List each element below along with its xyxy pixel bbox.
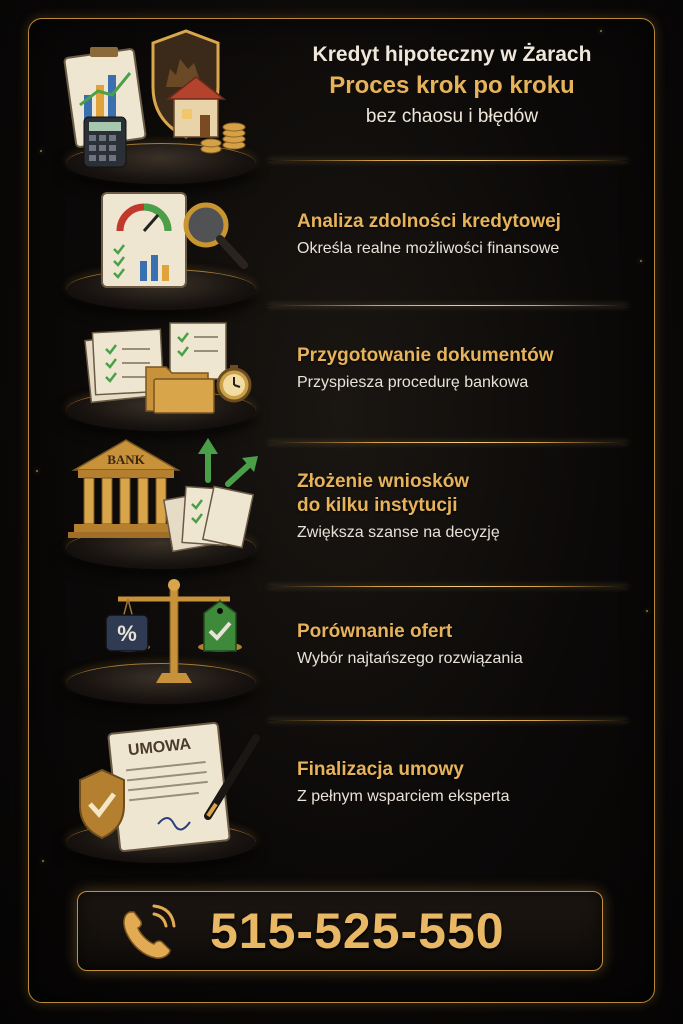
step-2-text — [297, 344, 647, 394]
step-3-illustration — [58, 430, 268, 570]
phone-icon — [120, 904, 180, 960]
contract-icon — [58, 720, 268, 860]
step-subtitle: Zwiększa szanse na decyzję — [297, 524, 500, 541]
step-subtitle: Z pełnym wsparciem eksperta — [297, 788, 510, 805]
bank-icon — [58, 430, 268, 565]
header — [262, 40, 642, 132]
step-1-illustration — [58, 185, 268, 315]
divider — [268, 720, 628, 721]
contract-label-text: UMOWA — [127, 735, 192, 760]
header-title: Kredyt hipoteczny w Żarach — [312, 43, 592, 66]
step-5-illustration — [58, 720, 268, 870]
step-subtitle: Wybór najtańszego rozwiązania — [297, 650, 523, 667]
step-title-line2: do kilku instytucji — [297, 495, 458, 516]
phone-number[interactable]: 515-525-550 — [210, 903, 505, 959]
phone-button[interactable] — [77, 891, 603, 971]
step-title: Finalizacja umowy — [297, 759, 464, 780]
header-tagline: bez chaosu i błędów — [365, 106, 539, 127]
clipboard-chart-icon — [58, 25, 268, 175]
step-title: Porównanie ofert — [297, 621, 453, 642]
header-subtitle: Proces krok po kroku — [329, 72, 575, 99]
step-subtitle: Przyspiesza procedurę bankowa — [297, 374, 529, 391]
bank-sign-text: BANK — [107, 452, 145, 467]
step-4-text — [297, 620, 647, 670]
step-title: Analiza zdolności kredytowej — [297, 211, 561, 232]
step-title-line1: Złożenie wniosków — [297, 471, 470, 492]
credit-gauge-icon — [58, 185, 268, 305]
scales-icon — [58, 575, 268, 705]
step-2-illustration — [58, 315, 268, 435]
sparkle — [42, 860, 44, 862]
documents-folder-icon — [58, 315, 268, 425]
step-3-text — [297, 470, 647, 544]
header-illustration — [58, 25, 268, 185]
percent-sign-text: % — [117, 621, 137, 646]
divider — [268, 442, 628, 443]
divider — [268, 305, 628, 306]
step-4-illustration — [58, 575, 268, 715]
sparkle — [600, 30, 602, 32]
divider — [268, 586, 628, 587]
step-1-text — [297, 210, 647, 260]
sparkle — [640, 260, 642, 262]
sparkle — [646, 610, 648, 612]
step-title: Przygotowanie dokumentów — [297, 345, 554, 366]
step-subtitle: Określa realne możliwości finansowe — [297, 240, 560, 257]
step-5-text — [297, 758, 647, 808]
sparkle — [40, 150, 42, 152]
sparkle — [36, 470, 38, 472]
divider — [268, 160, 628, 161]
